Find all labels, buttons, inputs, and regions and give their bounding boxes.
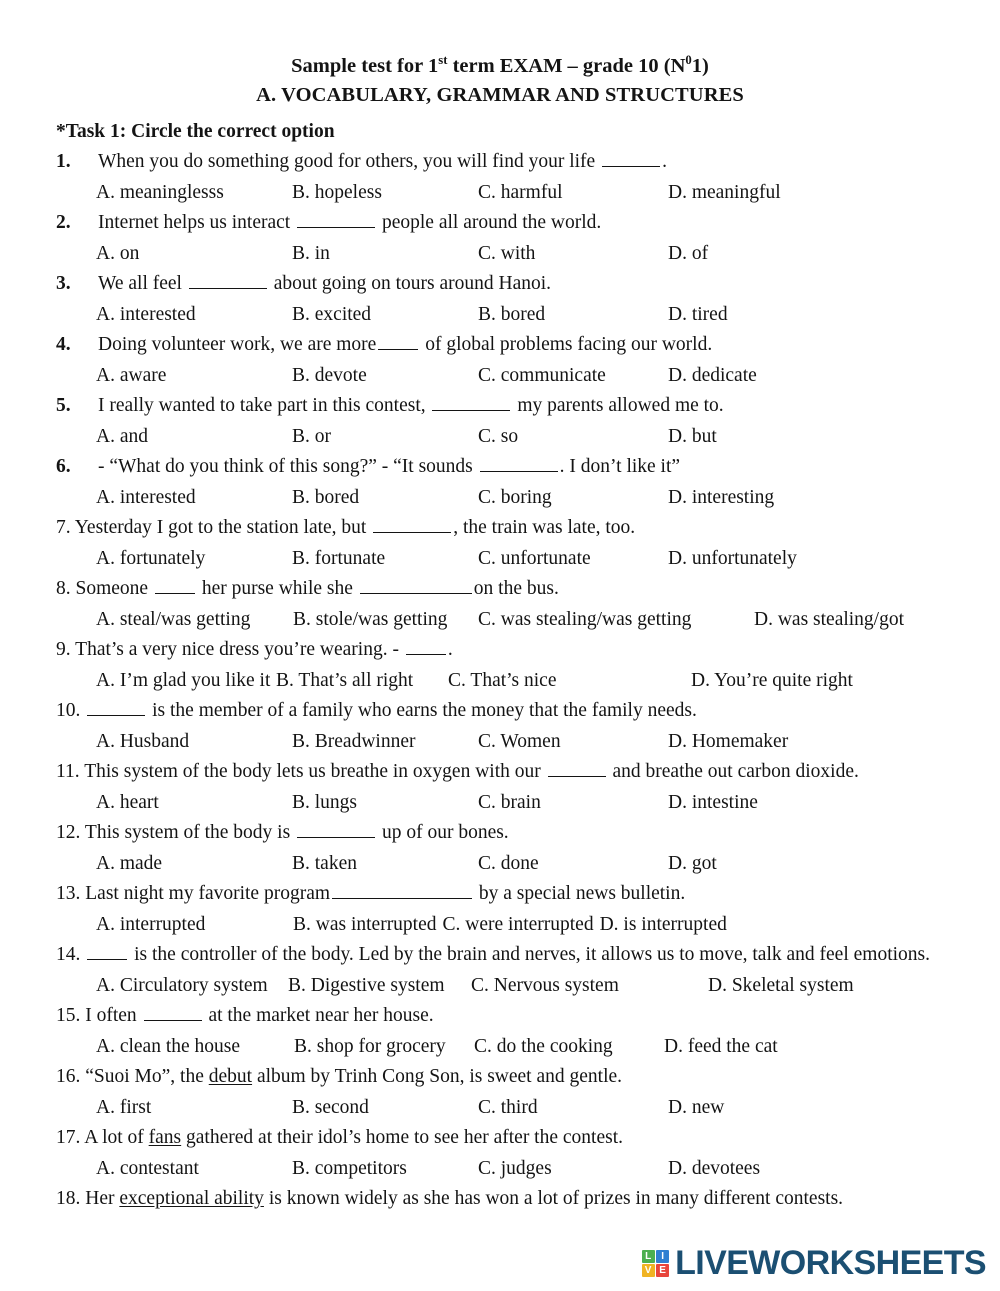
- question-number: 2.: [56, 212, 71, 233]
- question-text-before: “Suoi Mo”, the: [85, 1066, 209, 1087]
- option-d[interactable]: D. meaningful: [668, 181, 781, 203]
- logo-cell-i: I: [656, 1250, 669, 1263]
- answer-blank: [373, 513, 451, 533]
- option-d[interactable]: D. dedicate: [668, 364, 757, 386]
- question-text-after: at the market near her house.: [203, 1005, 434, 1026]
- logo-cell-l: L: [642, 1250, 655, 1263]
- question-number: 6.: [56, 456, 71, 477]
- option-d[interactable]: D. got: [668, 852, 717, 874]
- logo-cell-v: V: [642, 1264, 655, 1277]
- question-number: 16.: [56, 1066, 81, 1087]
- option-a[interactable]: A. on: [96, 242, 140, 264]
- option-c[interactable]: C. boring: [478, 486, 552, 508]
- option-a[interactable]: A. and: [96, 425, 148, 447]
- question-text-after: . I don’t like it”: [559, 456, 681, 477]
- option-c[interactable]: C. so: [478, 425, 519, 447]
- question-2: [56, 208, 944, 239]
- option-b[interactable]: B. Breadwinner: [292, 730, 416, 752]
- option-d[interactable]: D. feed the cat: [664, 1035, 778, 1057]
- underlined-keyword: fans: [148, 1127, 182, 1148]
- question-text: [85, 1066, 622, 1087]
- answer-blank: [297, 818, 375, 838]
- question-text-before: Someone: [75, 578, 153, 599]
- question-text-before: - “What do you think of this song?” - “It sounds: [98, 456, 478, 477]
- option-a[interactable]: A. interested: [96, 303, 196, 325]
- option-c[interactable]: C. Nervous system: [471, 974, 619, 996]
- question-text-after: and breathe out carbon dioxide.: [607, 761, 859, 782]
- question-11: [56, 757, 944, 788]
- title-part-mid: term EXAM – grade 10 (N: [447, 55, 686, 77]
- logo-cell-e: E: [656, 1264, 669, 1277]
- options-row-3: [56, 300, 944, 331]
- option-c[interactable]: C. was stealing/was getting: [478, 608, 692, 630]
- options-row-13: [56, 910, 944, 941]
- options-row-7: [56, 544, 944, 575]
- question-18: [56, 1184, 944, 1215]
- option-a[interactable]: A. contestant: [96, 1157, 199, 1179]
- options-row-6: [56, 483, 944, 514]
- option-d[interactable]: D. intestine: [668, 791, 758, 813]
- question-text: [84, 761, 859, 782]
- option-c[interactable]: C. were interrupted: [442, 913, 594, 935]
- option-a[interactable]: A. clean the house: [96, 1035, 241, 1057]
- option-c[interactable]: B. bored: [478, 303, 546, 325]
- option-a[interactable]: A. Husband: [96, 730, 190, 752]
- option-d[interactable]: D. unfortunately: [668, 547, 797, 569]
- options-row-17: [56, 1154, 944, 1185]
- option-a[interactable]: A. interested: [96, 486, 196, 508]
- question-text: [85, 883, 685, 904]
- question-number: 11.: [56, 761, 80, 782]
- option-a[interactable]: A. interrupted: [96, 913, 206, 935]
- question-text-after: about going on tours around Hanoi.: [268, 273, 552, 294]
- question-text: [75, 517, 635, 538]
- answer-blank-2: [360, 574, 472, 594]
- option-a[interactable]: A. heart: [96, 791, 159, 813]
- options-row-8: [56, 605, 944, 636]
- option-d[interactable]: D. tired: [668, 303, 728, 325]
- question-16: [56, 1062, 944, 1093]
- question-4: [56, 330, 944, 361]
- options-row-5: [56, 422, 944, 453]
- option-a[interactable]: A. steal/was getting: [96, 608, 251, 630]
- question-number: 9.: [56, 639, 71, 660]
- question-text-before: Her: [85, 1188, 120, 1209]
- section-title: A. VOCABULARY, GRAMMAR AND STRUCTURES: [256, 84, 744, 106]
- question-text-before: I really wanted to take part in this contest,: [98, 395, 431, 416]
- question-text-before: I often: [85, 1005, 142, 1026]
- option-b[interactable]: B. shop for grocery: [294, 1035, 446, 1057]
- question-text: [98, 151, 667, 172]
- options-row-15: [56, 1032, 944, 1063]
- question-text-after: is the controller of the body. Led by the brain and nerves, it allows us to move, talk and feel emotions.: [129, 944, 930, 965]
- option-c[interactable]: C. with: [478, 242, 536, 264]
- option-b[interactable]: B. bored: [292, 486, 360, 508]
- question-text-before: Doing volunteer work, we are more: [98, 334, 377, 355]
- question-text-mid: her purse while she: [196, 578, 358, 599]
- question-text: [75, 639, 453, 660]
- option-d[interactable]: D. was stealing/got: [754, 608, 905, 630]
- answer-blank: [155, 574, 195, 594]
- option-b[interactable]: B. Digestive system: [288, 974, 445, 996]
- question-1: [56, 147, 944, 178]
- question-text-before: Yesterday I got to the station late, but: [74, 517, 372, 538]
- question-text-after: is known widely as she has won a lot of prizes in many different contests.: [263, 1188, 844, 1209]
- question-3: [56, 269, 944, 300]
- options-row-10: [56, 727, 944, 758]
- question-text-before: When you do something good for others, you will find your life: [98, 151, 601, 172]
- answer-blank: [144, 1001, 202, 1021]
- question-number: 12.: [56, 822, 81, 843]
- question-number: 18.: [56, 1188, 81, 1209]
- question-text-after: by a special news bulletin.: [474, 883, 686, 904]
- question-14: [56, 940, 944, 971]
- question-text: [84, 1127, 623, 1148]
- option-b[interactable]: B. in: [292, 242, 330, 264]
- option-a[interactable]: A. meaninglesss: [96, 181, 224, 203]
- title-line-1: [56, 52, 944, 81]
- answer-blank: [87, 696, 145, 716]
- question-text: [85, 1188, 843, 1209]
- question-text-after: .: [662, 151, 667, 172]
- question-5: [56, 391, 944, 422]
- answer-blank: [378, 330, 418, 350]
- question-text-after: , the train was late, too.: [453, 517, 636, 538]
- question-text-before: This system of the body is: [84, 822, 296, 843]
- option-a[interactable]: A. I’m glad you like it: [96, 669, 271, 691]
- question-text-before: This system of the body lets us breathe in oxygen with our: [84, 761, 546, 782]
- option-b[interactable]: B. fortunate: [292, 547, 386, 569]
- options-row-1: [56, 178, 944, 209]
- question-number: 14.: [56, 944, 81, 965]
- option-d[interactable]: D. Skeletal system: [708, 974, 854, 996]
- answer-blank: [189, 269, 267, 289]
- question-text-before: A lot of: [84, 1127, 149, 1148]
- title-superscript-zero: 0: [685, 53, 692, 68]
- question-9: [56, 635, 944, 666]
- question-8: [56, 574, 944, 605]
- option-c[interactable]: C. Women: [478, 730, 561, 752]
- option-d[interactable]: D. of: [668, 242, 709, 264]
- live-logo-icon: [642, 1250, 670, 1278]
- answer-blank: [332, 879, 472, 899]
- option-b[interactable]: B. second: [292, 1096, 369, 1118]
- options-row-12: [56, 849, 944, 880]
- option-c[interactable]: C. brain: [478, 791, 541, 813]
- title-part-end: 1): [691, 55, 709, 77]
- option-b[interactable]: B. hopeless: [292, 181, 382, 203]
- liveworksheets-logo[interactable]: [642, 1244, 986, 1283]
- question-text-after: people all around the world.: [377, 212, 602, 233]
- question-text-before: We all feel: [98, 273, 187, 294]
- options-row-16: [56, 1093, 944, 1124]
- document-title: [56, 52, 944, 110]
- options-row-4: [56, 361, 944, 392]
- question-number: 17.: [56, 1127, 81, 1148]
- question-text-before: That’s a very nice dress you’re wearing. -: [75, 639, 404, 660]
- question-15: [56, 1001, 944, 1032]
- question-number: 7.: [56, 517, 71, 538]
- option-c[interactable]: C. That’s nice: [448, 669, 557, 691]
- question-number: 1.: [56, 151, 71, 172]
- question-number: 10.: [56, 700, 81, 721]
- option-c[interactable]: C. judges: [478, 1157, 552, 1179]
- option-d[interactable]: D. Homemaker: [668, 730, 789, 752]
- options-row-14: [56, 971, 944, 1002]
- question-number: 5.: [56, 395, 71, 416]
- option-b[interactable]: B. or: [292, 425, 331, 447]
- option-d[interactable]: D. interesting: [668, 486, 775, 508]
- question-text-after: up of our bones.: [377, 822, 509, 843]
- logo-wordmark: LIVEWORKSHEETS: [675, 1244, 986, 1282]
- options-row-9: [56, 666, 944, 697]
- option-d[interactable]: D. new: [668, 1096, 725, 1118]
- answer-blank: [297, 208, 375, 228]
- option-a[interactable]: A. aware: [96, 364, 167, 386]
- question-6: [56, 452, 944, 483]
- question-number: 3.: [56, 273, 71, 294]
- question-text: [98, 334, 712, 355]
- option-c[interactable]: C. harmful: [478, 181, 563, 203]
- question-text-after: album by Trinh Cong Son, is sweet and gentle.: [252, 1066, 623, 1087]
- question-number: 4.: [56, 334, 71, 355]
- option-a[interactable]: A. Circulatory system: [96, 974, 268, 996]
- question-text: [98, 395, 724, 416]
- task-heading: *Task 1: Circle the correct option: [56, 121, 335, 142]
- question-text: [85, 700, 697, 721]
- title-superscript-st: st: [438, 53, 448, 68]
- question-text-after: is the member of a family who earns the money that the family needs.: [147, 700, 697, 721]
- question-text: [98, 456, 680, 477]
- question-text: [98, 273, 551, 294]
- question-text: [76, 578, 559, 599]
- question-number: 15.: [56, 1005, 81, 1026]
- option-b[interactable]: B. lungs: [292, 791, 358, 813]
- question-text: [85, 1005, 433, 1026]
- option-b[interactable]: B. devote: [292, 364, 367, 386]
- title-part-pre: Sample test for 1: [291, 55, 439, 77]
- options-row-11: [56, 788, 944, 819]
- question-text-after: of global problems facing our world.: [420, 334, 713, 355]
- answer-blank: [480, 452, 558, 472]
- option-b[interactable]: B. That’s all right: [276, 669, 414, 691]
- option-b[interactable]: B. taken: [292, 852, 357, 874]
- option-b[interactable]: B. competitors: [292, 1157, 407, 1179]
- option-d[interactable]: D. but: [668, 425, 717, 447]
- question-number: 13.: [56, 883, 81, 904]
- option-b[interactable]: B. excited: [292, 303, 372, 325]
- answer-blank: [602, 147, 660, 167]
- option-b[interactable]: B. stole/was getting: [293, 608, 448, 630]
- question-text-after: my parents allowed me to.: [512, 395, 724, 416]
- option-a[interactable]: A. made: [96, 852, 163, 874]
- question-text-before: Internet helps us interact: [98, 212, 296, 233]
- question-text-after: on the bus.: [473, 578, 559, 599]
- question-text-before: Last night my favorite program: [85, 883, 331, 904]
- option-c[interactable]: C. communicate: [478, 364, 606, 386]
- question-7: [56, 513, 944, 544]
- question-number: 8.: [56, 578, 71, 599]
- option-a[interactable]: A. first: [96, 1096, 152, 1118]
- question-text: [85, 944, 930, 965]
- question-17: [56, 1123, 944, 1154]
- question-text: [98, 212, 601, 233]
- underlined-keyword: exceptional ability: [119, 1188, 264, 1209]
- question-text-after: gathered at their idol’s home to see her after the contest.: [181, 1127, 623, 1148]
- option-c[interactable]: C. do the cooking: [474, 1035, 613, 1057]
- answer-blank: [432, 391, 510, 411]
- question-13: [56, 879, 944, 910]
- option-d[interactable]: D. is interrupted: [599, 913, 727, 935]
- answer-blank: [87, 940, 127, 960]
- option-d[interactable]: D. You’re quite right: [691, 669, 853, 691]
- underlined-keyword: debut: [208, 1066, 253, 1087]
- question-12: [56, 818, 944, 849]
- answer-blank: [548, 757, 606, 777]
- option-c[interactable]: C. done: [478, 852, 539, 874]
- question-text: [85, 822, 509, 843]
- option-d[interactable]: D. devotees: [668, 1157, 761, 1179]
- option-c[interactable]: C. third: [478, 1096, 538, 1118]
- options-row-2: [56, 239, 944, 270]
- option-b[interactable]: B. was interrupted: [293, 913, 437, 935]
- option-c[interactable]: C. unfortunate: [478, 547, 591, 569]
- question-10: [56, 696, 944, 727]
- option-a[interactable]: A. fortunately: [96, 547, 206, 569]
- question-text-after: .: [447, 639, 453, 660]
- answer-blank: [406, 635, 446, 655]
